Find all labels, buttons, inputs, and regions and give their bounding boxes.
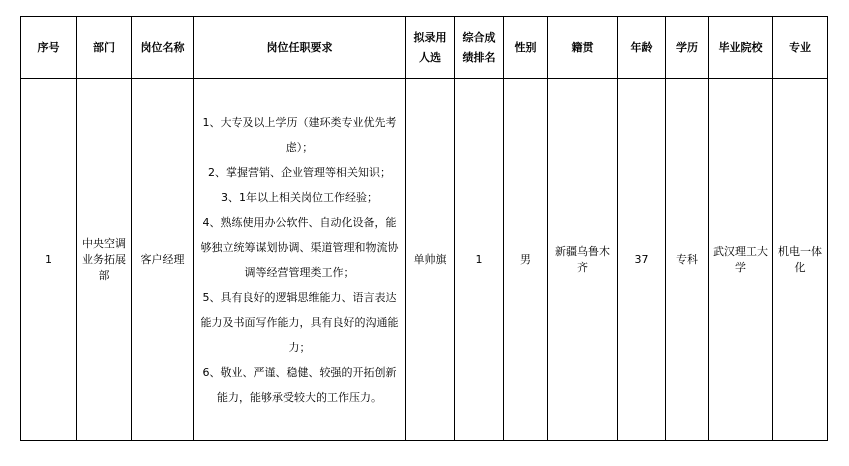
cell-candidate: 单帅旗	[406, 79, 455, 441]
header-index: 序号	[21, 17, 77, 79]
requirement-item: 6、敬业、严谨、稳健、较强的开拓创新能力，能够承受较大的工作压力。	[202, 365, 397, 404]
header-origin: 籍贯	[548, 17, 618, 79]
header-school: 毕业院校	[709, 17, 773, 79]
cell-major: 机电一体化	[773, 79, 828, 441]
cell-gender: 男	[504, 79, 548, 441]
cell-department: 中央空调业务拓展部	[77, 79, 132, 441]
cell-requirements	[194, 79, 406, 441]
header-candidate: 拟录用人选	[406, 17, 455, 79]
requirement-item: 5、具有良好的逻辑思维能力、语言表达能力及书面写作能力，具有良好的沟通能力；	[200, 290, 399, 354]
cell-position: 客户经理	[132, 79, 194, 441]
cell-school: 武汉理工大学	[709, 79, 773, 441]
cell-rank: 1	[455, 79, 504, 441]
table-wrapper	[20, 16, 828, 441]
header-age: 年龄	[618, 17, 666, 79]
cell-age: 37	[618, 79, 666, 441]
table-row	[21, 79, 828, 441]
header-department: 部门	[77, 17, 132, 79]
requirement-item: 1、大专及以上学历（建环类专业优先考虑）；	[202, 115, 397, 154]
header-education: 学历	[666, 17, 709, 79]
header-requirements: 岗位任职要求	[194, 17, 406, 79]
requirement-item: 2、掌握营销、企业管理等相关知识；	[208, 165, 391, 179]
header-rank: 综合成绩排名	[455, 17, 504, 79]
header-gender: 性别	[504, 17, 548, 79]
header-row	[21, 17, 828, 79]
header-major: 专业	[773, 17, 828, 79]
header-position: 岗位名称	[132, 17, 194, 79]
requirement-item: 3、1年以上相关岗位工作经验；	[221, 190, 378, 204]
cell-origin: 新疆乌鲁木齐	[548, 79, 618, 441]
recruitment-table	[20, 16, 828, 441]
requirement-item: 4、熟练使用办公软件、自动化设备，能够独立统筹谋划协调、渠道管理和物流协调等经营管理类工作；	[200, 215, 399, 279]
cell-education: 专科	[666, 79, 709, 441]
cell-index: 1	[21, 79, 77, 441]
